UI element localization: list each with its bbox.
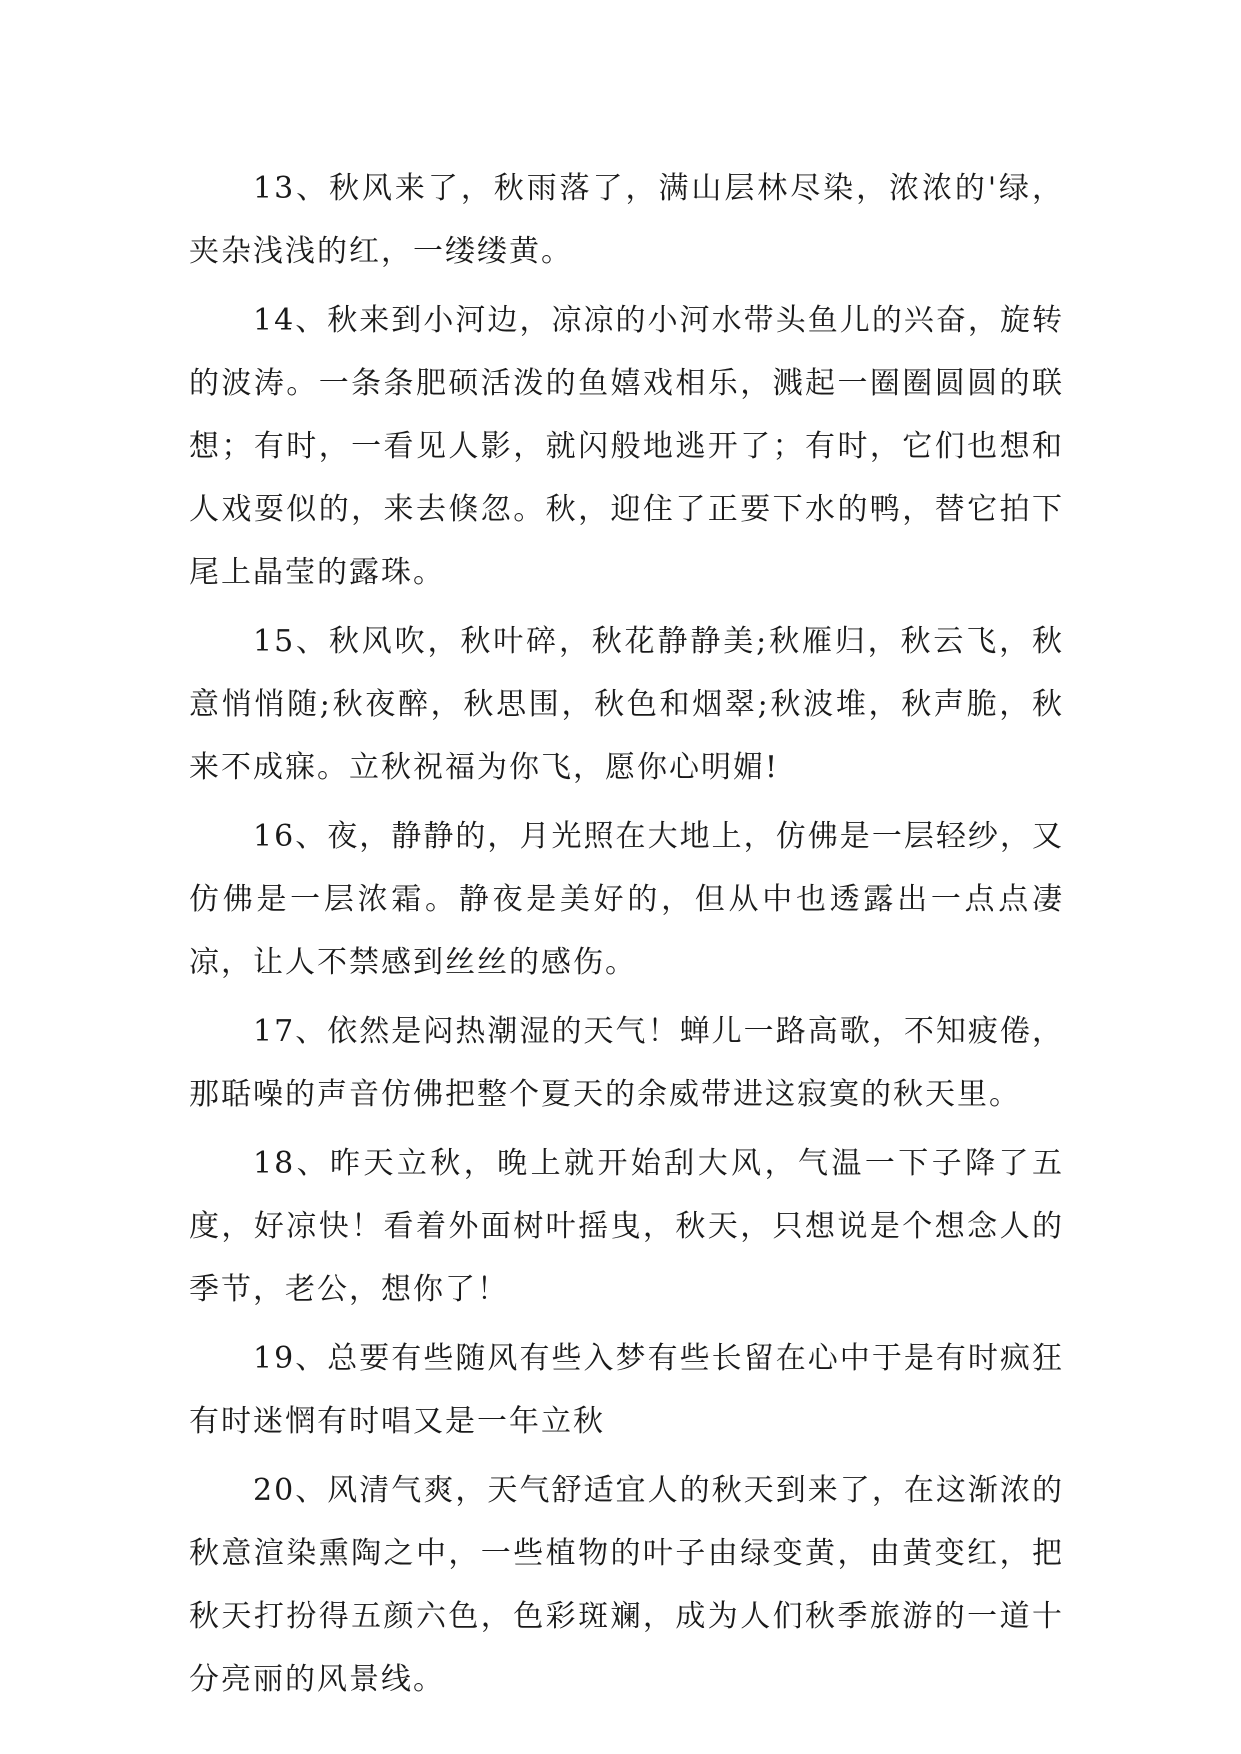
paragraph-20: 20、风清气爽，天气舒适宜人的秋天到来了，在这渐浓的秋意渲染熏陶之中，一些植物的叶子由绿变黄，由黄变红，把秋天打扮得五颜六色，色彩斑斓，成为人们秋季旅游的一道十分亮丽的风景线。 xyxy=(189,1473,1064,1697)
paragraph-14: 14、秋来到小河边，凉凉的小河水带头鱼儿的兴奋，旋转的波涛。一条条肥硕活泼的鱼嬉戏相乐，溅起一圈圈圆圆的联想；有时，一看见人影，就闪般地逃开了；有时，它们也想和人戏耍似的，来去倏忽。秋，迎住了正要下水的鸭，替它拍下尾上晶莹的露珠。 xyxy=(189,303,1064,590)
paragraph-16: 16、夜，静静的，月光照在大地上，仿佛是一层轻纱，又仿佛是一层浓霜。静夜是美好的，但从中也透露出一点点凄凉，让人不禁感到丝丝的感伤。 xyxy=(189,819,1064,980)
paragraph-18: 18、昨天立秋，晚上就开始刮大风，气温一下子降了五度，好凉快！看着外面树叶摇曳，秋天，只想说是个想念人的季节，老公，想你了！ xyxy=(189,1146,1064,1307)
document-body xyxy=(189,157,1064,1717)
paragraph-15: 15、秋风吹，秋叶碎，秋花静静美;秋雁归，秋云飞，秋意悄悄随;秋夜醉，秋思围，秋色和烟翠;秋波堆，秋声脆，秋来不成寐。立秋祝福为你飞，愿你心明媚! xyxy=(189,624,1064,785)
paragraph-19: 19、总要有些随风有些入梦有些长留在心中于是有时疯狂有时迷惘有时唱又是一年立秋 xyxy=(189,1341,1064,1439)
paragraph-17: 17、依然是闷热潮湿的天气！蝉儿一路高歌，不知疲倦，那聒噪的声音仿佛把整个夏天的余威带进这寂寞的秋天里。 xyxy=(189,1014,1064,1112)
paragraph-13: 13、秋风来了，秋雨落了，满山层林尽染，浓浓的'绿，夹杂浅浅的红，一缕缕黄。 xyxy=(189,171,1064,269)
